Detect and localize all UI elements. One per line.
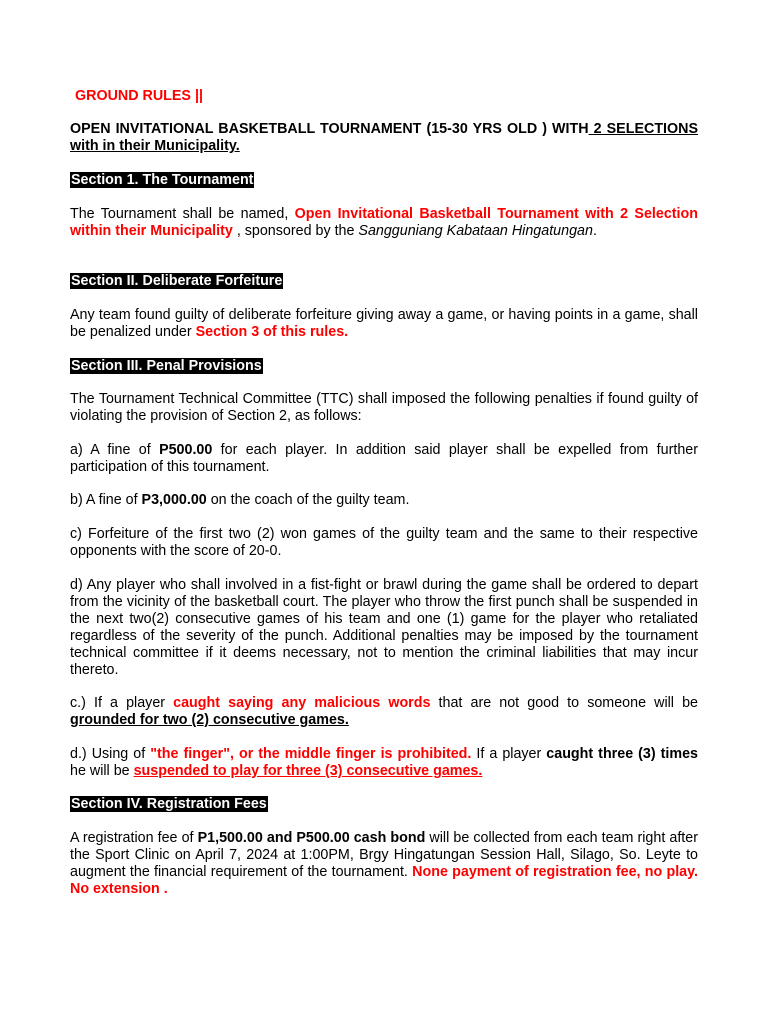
penalty-b-amount: P3,000.00	[141, 492, 207, 508]
s2-text1: Any team found guilty of deliberate forfeiture giving away a game, or having points in a game, shall be penalized under	[70, 307, 698, 340]
penalty-c-text: c) Forfeiture of the first two (2) won games of the guilty team and the same to their respective opponents with the score of 20-0.	[70, 526, 698, 559]
s4-fees: P1,500.00 and P500.00 cash bond	[197, 830, 426, 846]
subtitle-part1: OPEN INVITATIONAL BASKETBALL TOURNAMENT (15-30 YRS OLD ) WITH	[70, 121, 589, 137]
penalty-d2-mid2: he will be	[70, 763, 134, 779]
penalty-a-post: for each player. In addition said player shall be expelled from further participation of this tournament.	[70, 442, 698, 475]
penalty-d2-sanction: suspended to play for three (3) consecutive games.	[133, 763, 483, 779]
section-4-heading	[70, 796, 698, 813]
s1-text2: , sponsored by the	[232, 223, 359, 239]
penalty-d	[70, 577, 698, 679]
penalty-d2-prohibition: "the finger", or the middle finger is prohibited.	[150, 746, 472, 762]
penalty-c2	[70, 695, 698, 729]
s1-text1: The Tournament shall be named,	[70, 206, 295, 222]
section-3-heading	[70, 358, 698, 375]
document-title	[75, 88, 703, 105]
penalty-c2-sanction: grounded for two (2) consecutive games.	[70, 712, 349, 728]
section-1-heading	[70, 172, 698, 189]
section-3-intro	[70, 391, 698, 425]
s3-intro-text: The Tournament Technical Committee (TTC) shall imposed the following penalties if found guilty of violating the provision of Section 2, as follows:	[70, 391, 698, 424]
s4-mid: will be collected from each team right after the Sport Clinic on April 7, 2024 at 1:00PM, Brgy Hingatungan Session Hall, Silago, So. Leyte to augment the financial requirement of the tournament.	[70, 830, 698, 880]
s1-sponsor: Sangguniang Kabataan Hingatungan	[358, 223, 593, 239]
penalty-d2-count: caught three (3) times	[546, 746, 699, 762]
section-3-heading-text: Section III. Penal Provisions	[71, 358, 262, 374]
penalty-a	[70, 442, 698, 476]
penalty-c	[70, 526, 698, 560]
s1-tournament-name: Open Invitational Basketball Tournament with 2 Selection within their Municipality	[70, 206, 698, 239]
section-2-heading	[70, 273, 698, 290]
penalty-c2-pre: c.) If a player	[70, 695, 174, 711]
penalty-a-pre: a) A fine of	[70, 442, 160, 458]
title-text: GROUND RULES ||	[75, 88, 203, 104]
penalty-c2-mid: that are not good to someone will be	[430, 695, 698, 711]
penalty-a-amount: P500.00	[159, 442, 213, 458]
penalty-d2-pre: d.) Using of	[70, 746, 151, 762]
document-subtitle	[70, 121, 698, 155]
penalty-c2-offense: caught saying any malicious words	[173, 695, 431, 711]
s2-reference: Section 3 of this rules.	[195, 324, 349, 340]
penalty-d-text: d) Any player who shall involved in a fist-fight or brawl during the game shall be ordered to depart from the vicinity of the basketball court. The player who throw the first punch shall be suspended in the next two(2) consecutive games of his team and one (1) game for the player who retaliated regardless of the severity of the punch. Additional penalties may be imposed by the tournament technical committee if it deems necessary, not to mention the criminal liabilities that may incur thereto.	[70, 577, 698, 678]
s4-pre: A registration fee of	[70, 830, 198, 846]
s4-warning: None payment of registration fee, no play. No extension .	[70, 864, 698, 897]
penalty-b	[70, 492, 698, 509]
section-4-paragraph	[70, 830, 698, 898]
penalty-d2	[70, 746, 698, 780]
section-1-heading-text: Section 1. The Tournament	[71, 172, 254, 188]
penalty-b-post: on the coach of the guilty team.	[206, 492, 410, 508]
section-4-heading-text: Section IV. Registration Fees	[71, 796, 267, 812]
penalty-d2-mid: If a player	[471, 746, 547, 762]
section-1-paragraph	[70, 206, 698, 240]
s1-text3: .	[592, 223, 597, 239]
subtitle-part2: 2 SELECTIONS with in their Municipality.	[70, 121, 699, 154]
section-2-heading-text: Section II. Deliberate Forfeiture	[71, 273, 283, 289]
section-2-paragraph	[70, 307, 698, 341]
penalty-b-pre: b) A fine of	[70, 492, 142, 508]
